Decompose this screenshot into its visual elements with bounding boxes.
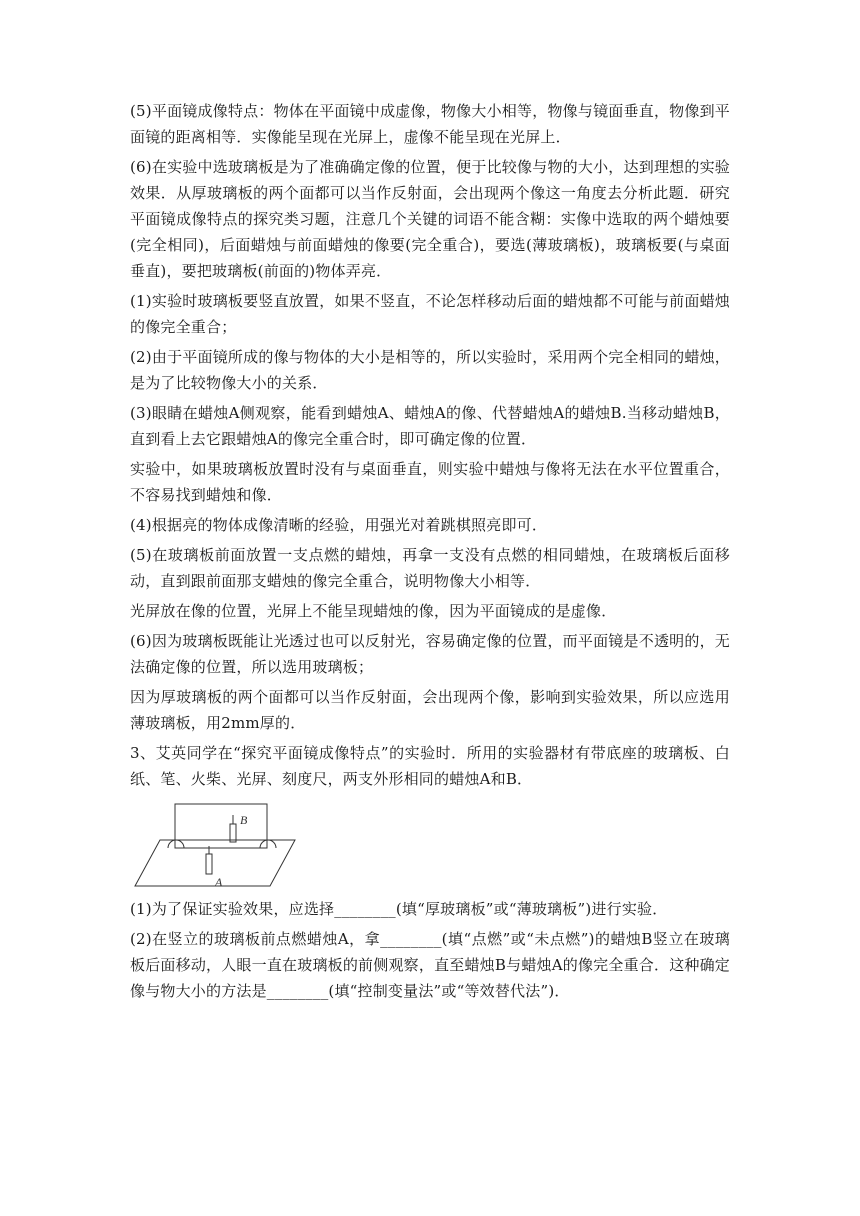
paragraph: 光屏放在像的位置，光屏上不能呈现蜡烛的像，因为平面镜成的是虚像． xyxy=(130,602,617,620)
paragraph: (6)在实验中选玻璃板是为了准确确定像的位置，便于比较像与物的大小，达到理想的实验效果．从厚玻璃板的两个面都可以当作反射面，会出现两个像这一角度去分析此题．研究平面镜成像特点的探究类习题，注意几个关键的词语不能含糊：实像中选取的两个蜡烛要(完全相同)，后面蜡烛与前面蜡烛的像要(完全重合)，要选(薄玻璃板)，玻璃板要(与桌面垂直)，要把玻璃板(前面的)物体弄亮． xyxy=(130,158,730,280)
paragraph: (1)实验时玻璃板要竖直放置，如果不竖直，不论怎样移动后面的蜡烛都不可能与前面蜡烛的像完全重合； xyxy=(130,292,730,336)
paragraph: 实验中，如果玻璃板放置时没有与桌面垂直，则实验中蜡烛与像将无法在水平位置重合，不容易找到蜡烛和像． xyxy=(130,460,730,504)
paragraph: (5)在玻璃板前面放置一支点燃的蜡烛，再拿一支没有点燃的相同蜡烛，在玻璃板后面移动，直到跟前面那支蜡烛的像完全重合，说明物像大小相等． xyxy=(130,546,730,590)
stand-right xyxy=(260,840,276,848)
label-b: B xyxy=(240,813,248,827)
experiment-figure xyxy=(130,800,310,890)
question-3-stem: 3、艾英同学在“探究平面镜成像特点”的实验时．所用的实验器材有带底座的玻璃板、白纸、笔、火柴、光屏、刻度尺，两支外形相同的蜡烛A和B． xyxy=(130,744,730,788)
candle-b xyxy=(230,824,236,842)
question-3-part-2: (2)在竖立的玻璃板前点燃蜡烛A，拿________(填“点燃”或“未点燃”)的蜡烛B竖立在玻璃板后面移动，人眼一直在玻璃板的前侧观察，直至蜡烛B与蜡烛A的像完全重合．这种确定像与物大小的方法是________(填“控制变量法”或“等效替代法”)． xyxy=(130,930,730,1000)
paragraph: (2)由于平面镜所成的像与物体的大小是相等的，所以实验时，采用两个完全相同的蜡烛，是为了比较物像大小的关系． xyxy=(130,348,730,392)
paragraph: (4)根据亮的物体成像清晰的经验，用强光对着跳棋照亮即可． xyxy=(130,516,548,534)
glass-plate xyxy=(175,804,267,848)
label-a: A xyxy=(215,875,223,889)
question-3-part-1: (1)为了保证实验效果，应选择________(填“厚玻璃板”或“薄玻璃板”)进行实验． xyxy=(130,900,668,918)
stand-left xyxy=(168,840,184,848)
document-page xyxy=(130,98,730,1008)
candle-a xyxy=(206,854,212,874)
mirror-setup-diagram xyxy=(130,800,310,890)
paragraph: (6)因为玻璃板既能让光透过也可以反射光，容易确定像的位置，而平面镜是不透明的，无法确定像的位置，所以选用玻璃板； xyxy=(130,632,730,676)
paragraph: 因为厚玻璃板的两个面都可以当作反射面，会出现两个像，影响到实验效果，所以应选用薄玻璃板，用2mm厚的． xyxy=(130,688,730,732)
paragraph: (5)平面镜成像特点：物体在平面镜中成虚像，物像大小相等，物像与镜面垂直，物像到平面镜的距离相等．实像能呈现在光屏上，虚像不能呈现在光屏上． xyxy=(130,102,730,146)
paragraph: (3)眼睛在蜡烛A侧观察，能看到蜡烛A、蜡烛A的像、代替蜡烛A的蜡烛B.当移动蜡烛B，直到看上去它跟蜡烛A的像完全重合时，即可确定像的位置． xyxy=(130,404,730,448)
